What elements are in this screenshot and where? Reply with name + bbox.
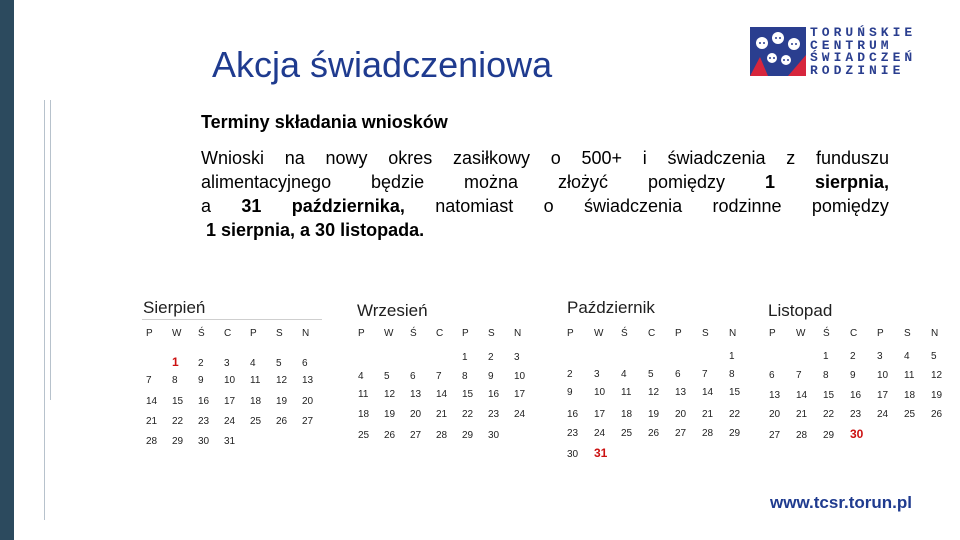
calendar-day: 14 — [702, 387, 714, 398]
calendar-day: 26 — [931, 409, 943, 420]
weekday-header: N — [514, 328, 522, 339]
calendar-day: 29 — [172, 436, 184, 447]
paragraph-line-1 — [201, 146, 889, 170]
calendar-day: 18 — [358, 409, 370, 420]
calendar-day: 23 — [198, 416, 210, 427]
calendar-day: 8 — [823, 370, 829, 381]
weekday-header: S — [904, 328, 911, 339]
calendar-day: 15 — [462, 389, 474, 400]
month-title: Październik — [567, 298, 655, 317]
calendar-day: 16 — [850, 390, 862, 401]
paragraph-word: a — [201, 196, 212, 216]
calendar-day: 13 — [769, 390, 781, 401]
calendar-day: 18 — [250, 396, 262, 407]
calendar-day: 28 — [796, 430, 808, 441]
website-url: www.tcsr.torun.pl — [770, 493, 912, 512]
calendar-day: 14 — [146, 396, 158, 407]
paragraph-word: nowy — [325, 148, 368, 168]
decorative-line — [44, 100, 45, 520]
paragraph-word: pomiędzy — [811, 196, 889, 216]
calendar-day: 3 — [877, 351, 883, 362]
calendar-day: 11 — [904, 370, 915, 381]
weekday-header: P — [877, 328, 884, 339]
calendar-day: 22 — [172, 416, 184, 427]
calendar-day: 15 — [729, 387, 741, 398]
calendar-day: 10 — [594, 387, 606, 398]
calendar-day: 27 — [675, 428, 687, 439]
calendar-day: 10 — [877, 370, 889, 381]
calendar-day: 20 — [769, 409, 781, 420]
calendar-day: 23 — [567, 428, 579, 439]
weekday-header: N — [302, 328, 310, 339]
calendar-day: 30 — [198, 436, 210, 447]
calendar-day: 2 — [850, 351, 856, 362]
calendar-day: 27 — [302, 416, 314, 427]
paragraph-word: złożyć — [558, 172, 609, 192]
calendar-day: 28 — [702, 428, 714, 439]
weekday-header: N — [931, 328, 939, 339]
calendar-day: 7 — [796, 370, 802, 381]
calendar-day: 28 — [146, 436, 158, 447]
calendar-day: 21 — [796, 409, 808, 420]
calendar-day: 25 — [250, 416, 262, 427]
weekday-header: P — [462, 328, 469, 339]
calendar-day: 28 — [436, 430, 448, 441]
calendar-day: 22 — [823, 409, 835, 420]
paragraph-word: 500+ — [581, 148, 622, 168]
calendar-day: 12 — [384, 389, 396, 400]
calendar-day: 10 — [224, 375, 236, 386]
weekday-header: Ś — [198, 328, 205, 339]
calendar-day: 25 — [904, 409, 916, 420]
calendar-day: 29 — [823, 430, 835, 441]
calendar-day: 3 — [514, 352, 520, 363]
calendar-day: 4 — [250, 358, 256, 369]
calendar-day: 5 — [384, 371, 390, 382]
calendar-day: 8 — [172, 375, 178, 386]
calendar-day: 12 — [276, 375, 288, 386]
paragraph-word: można — [464, 172, 519, 192]
calendar-day: 16 — [488, 389, 500, 400]
paragraph-word: o — [550, 148, 561, 168]
decorative-line — [50, 100, 51, 400]
calendar-day: 8 — [462, 371, 468, 382]
page-title: Akcja świadczeniowa — [212, 44, 553, 85]
weekday-header: N — [729, 328, 737, 339]
calendar-day: 29 — [462, 430, 474, 441]
calendar-day: 10 — [514, 371, 526, 382]
calendar-day: 6 — [769, 370, 775, 381]
calendar-day: 12 — [931, 370, 943, 381]
calendar-day: 26 — [276, 416, 288, 427]
tcsr-logo — [750, 27, 935, 77]
calendar-day: 11 — [621, 387, 632, 398]
month-underline — [142, 319, 322, 320]
weekday-header: S — [702, 328, 709, 339]
calendar-day: 21 — [146, 416, 158, 427]
info-paragraph — [201, 146, 889, 242]
weekday-header: P — [567, 328, 574, 339]
weekday-header: Ś — [621, 328, 628, 339]
calendar-day: 19 — [276, 396, 288, 407]
paragraph-word: o — [543, 196, 554, 216]
calendar-day: 14 — [436, 389, 448, 400]
calendar-day: 19 — [648, 409, 660, 420]
calendar-day: 20 — [410, 409, 422, 420]
paragraph-line-3 — [201, 194, 889, 218]
calendar-day: 9 — [850, 370, 856, 381]
calendar-day: 22 — [729, 409, 741, 420]
calendar-day: 23 — [850, 409, 862, 420]
calendar-day: 23 — [488, 409, 500, 420]
family-figures-icon — [750, 27, 806, 76]
paragraph-word: października, — [291, 196, 405, 216]
weekday-header: P — [769, 328, 776, 339]
calendar-day: 14 — [796, 390, 808, 401]
calendar-day: 24 — [224, 416, 236, 427]
paragraph-word: sierpnia, — [814, 172, 889, 192]
calendar-day: 29 — [729, 428, 741, 439]
calendar-day: 4 — [621, 369, 627, 380]
calendar-day: 25 — [358, 430, 370, 441]
calendar-day: 9 — [198, 375, 204, 386]
paragraph-word: funduszu — [815, 148, 889, 168]
calendar-day: 16 — [198, 396, 210, 407]
weekday-header: W — [594, 328, 604, 339]
weekday-header: C — [436, 328, 444, 339]
weekday-header: C — [648, 328, 656, 339]
weekday-header: W — [384, 328, 394, 339]
calendar-day: 17 — [224, 396, 236, 407]
paragraph-word: świadczenia — [584, 196, 683, 216]
deadline-day: 1 — [172, 355, 179, 369]
paragraph-line-4 — [201, 218, 889, 242]
calendar-day: 17 — [514, 389, 526, 400]
calendar-day: 30 — [567, 449, 579, 460]
month-title: Sierpień — [143, 298, 206, 317]
weekday-header: Ś — [823, 328, 830, 339]
calendar-day: 24 — [514, 409, 526, 420]
calendar-day: 16 — [567, 409, 579, 420]
calendar-day: 24 — [594, 428, 606, 439]
calendar-day: 1 — [462, 352, 468, 363]
calendar-day: 2 — [488, 352, 494, 363]
calendar-day: 2 — [198, 358, 204, 369]
calendar-day: 1 — [823, 351, 829, 362]
calendar-day: 5 — [276, 358, 282, 369]
paragraph-word: alimentacyjnego — [201, 172, 332, 192]
paragraph-word: z — [786, 148, 796, 168]
calendar-day: 7 — [436, 371, 442, 382]
calendar-day: 21 — [436, 409, 448, 420]
paragraph-word: zasiłkowy — [452, 148, 530, 168]
calendar-day: 17 — [877, 390, 889, 401]
weekday-header: S — [276, 328, 283, 339]
calendar-day: 6 — [302, 358, 308, 369]
calendar-day: 7 — [702, 369, 708, 380]
calendar-day: 6 — [675, 369, 681, 380]
paragraph-word: 1 — [764, 172, 775, 192]
calendar-day: 13 — [302, 375, 314, 386]
calendar-day: 7 — [146, 375, 152, 386]
paragraph-word: świadczenia — [667, 148, 766, 168]
calendar-day: 17 — [594, 409, 606, 420]
calendar-day: 30 — [488, 430, 500, 441]
calendar-day: 1 — [729, 351, 735, 362]
weekday-header: P — [250, 328, 257, 339]
calendar-day: 26 — [648, 428, 660, 439]
paragraph-word: 31 — [241, 196, 262, 216]
calendar-day: 8 — [729, 369, 735, 380]
weekday-header: S — [488, 328, 495, 339]
calendar-day: 19 — [931, 390, 943, 401]
paragraph-word: i — [642, 148, 647, 168]
calendar-day: 18 — [904, 390, 916, 401]
month-title: Listopad — [768, 301, 833, 320]
paragraph-word: na — [284, 148, 305, 168]
calendar-day: 5 — [648, 369, 654, 380]
paragraph-line-2 — [201, 170, 889, 194]
paragraph-line-4-text: 1 sierpnia, a 30 listopada. — [206, 220, 425, 240]
calendar-day: 20 — [302, 396, 314, 407]
calendar-day: 13 — [410, 389, 422, 400]
weekday-header: P — [146, 328, 153, 339]
calendar-day: 4 — [358, 371, 364, 382]
calendar-day: 18 — [621, 409, 633, 420]
calendar-day: 31 — [224, 436, 236, 447]
weekday-header: P — [358, 328, 365, 339]
paragraph-word: natomiast — [435, 196, 514, 216]
calendar-day: 25 — [621, 428, 633, 439]
calendar-day: 11 — [250, 375, 261, 386]
calendar-day: 11 — [358, 389, 369, 400]
calendar-day: 26 — [384, 430, 396, 441]
calendar-day: 6 — [410, 371, 416, 382]
left-sidebar-bar — [0, 0, 14, 540]
weekday-header: Ś — [410, 328, 417, 339]
paragraph-word: pomiędzy — [647, 172, 726, 192]
deadline-day: 30 — [850, 427, 864, 441]
calendar-day: 4 — [904, 351, 910, 362]
paragraph-word: okres — [388, 148, 433, 168]
calendar-day: 13 — [675, 387, 687, 398]
weekday-header: W — [796, 328, 806, 339]
calendar-day: 15 — [823, 390, 835, 401]
calendar-day: 3 — [224, 358, 230, 369]
calendar-day: 12 — [648, 387, 660, 398]
calendar-day: 20 — [675, 409, 687, 420]
calendar-day: 21 — [702, 409, 714, 420]
weekday-header: W — [172, 328, 182, 339]
calendar-day: 5 — [931, 351, 937, 362]
weekday-header: C — [850, 328, 858, 339]
deadline-day: 31 — [594, 446, 608, 460]
month-title: Wrzesień — [357, 301, 428, 320]
calendar-day: 15 — [172, 396, 184, 407]
section-subtitle: Terminy składania wniosków — [201, 112, 448, 132]
calendar-day: 22 — [462, 409, 474, 420]
calendar-day: 9 — [567, 387, 573, 398]
calendar-day: 2 — [567, 369, 573, 380]
paragraph-word: rodzinne — [712, 196, 782, 216]
calendar-day: 9 — [488, 371, 494, 382]
calendar-day: 27 — [410, 430, 422, 441]
calendar-day: 24 — [877, 409, 889, 420]
weekday-header: P — [675, 328, 682, 339]
paragraph-word: Wnioski — [201, 148, 265, 168]
calendar-day: 19 — [384, 409, 396, 420]
calendar-day: 3 — [594, 369, 600, 380]
logo-text: TORUŃSKIE CENTRUM ŚWIADCZEŃ RODZINIE — [810, 25, 917, 78]
paragraph-word: będzie — [371, 172, 425, 192]
weekday-header: C — [224, 328, 232, 339]
calendar-day: 27 — [769, 430, 781, 441]
logo-emblem — [750, 27, 806, 76]
